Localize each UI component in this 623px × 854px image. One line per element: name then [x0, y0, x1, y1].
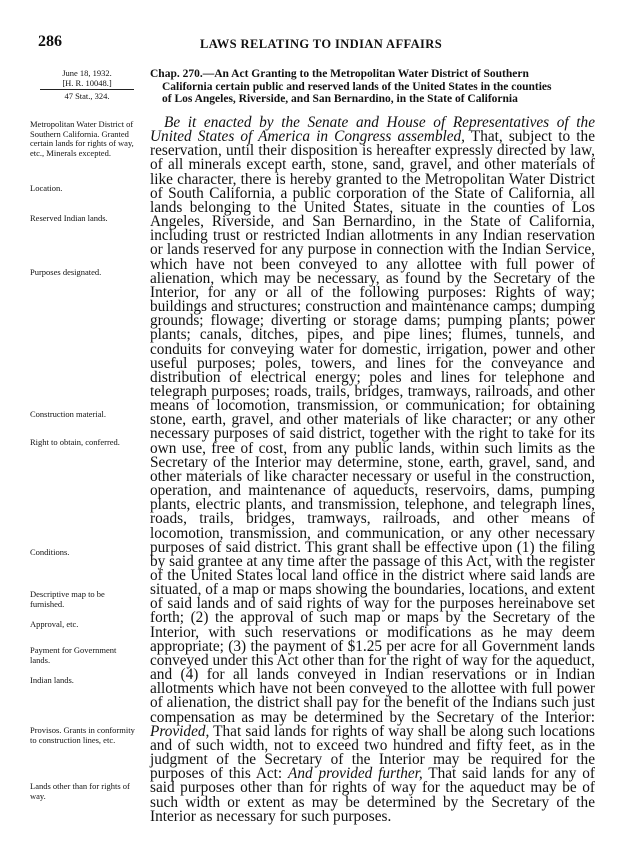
margin-note-grant: Metropolitan Water District of Southern California. Granted certain lands for rights of way, etc., Minerals excepted. — [30, 119, 134, 158]
chapter-title-line: of Los Angeles, Riverside, and San Bernardino, in the State of California — [162, 93, 518, 106]
margin-note-right-to-obtain: Right to obtain, conferred. — [30, 437, 120, 447]
chapter-title-line: California certain public and reserved lands of the United States in the counties — [162, 80, 552, 93]
citation-block — [32, 68, 142, 101]
margin-note-reserved-lands: Reserved Indian lands. — [30, 213, 108, 223]
act-text: That said lands for any of said purposes other than for rights of way for the aqueduct may be of such width or extent as may be determined by the Secretary of the Interior as necessary for such purposes. — [150, 765, 596, 825]
citation-rule — [40, 89, 134, 90]
act-text: That said lands for rights of way shall be along such locations and of such width, not to exceed two hundred and fifty feet, as in the judgment of the Secretary of the Interior may be required for the purposes of this Act: — [150, 722, 595, 783]
citation-date: June 18, 1932. — [62, 68, 112, 78]
margin-note-conditions: Conditions. — [30, 547, 70, 557]
margin-note-location: Location. — [30, 183, 63, 193]
proviso-label: Provided, — [150, 722, 210, 740]
citation-statute: 47 Stat., 324. — [64, 91, 110, 101]
margin-note-indian-lands: Indian lands. — [30, 675, 74, 685]
enacting-clause: Be it enacted by the Senate and House of Representatives of the United States of America in Congress assembled, — [150, 114, 595, 146]
margin-note-approval: Approval, etc. — [30, 619, 79, 629]
margin-note-descriptive-map: Descriptive map to be furnished. — [30, 589, 105, 609]
margin-note-payment: Payment for Government lands. — [30, 645, 117, 665]
act-text: That, subject to the reservation, until their disposition is hereafter expressly directed by law, of all minerals except earth, stone, sand, gravel, and other materials of like character, there is hereby granted to the Metropolitan Water District of South California, a public corporation of the State of California, all lands belonging to the United States, situate in the counties of Los Angeles, Riverside, and San Bernardino, in the State of California, including trust or restricted Indian allotments in any Indian reservation or lands reserved for any purpose in connection with the Indian Service, which have not been conveyed to any allottee with full power of alienation, which may be necessary, as found by the Secretary of the Interior, for any or all of the following purposes: Rights of way; buildings and structures; construction and maintenance camps; dumping grounds; flowage; diverting or storage dams; pumping plants; power plants; canals, ditches, pipes, and pipe lines; flumes, tunnels, and conduits for conveying water for domestic, irrigation, power and other useful purposes; poles, towers, and lines for the conveyance and distribution of electrical energy; poles and lines for telephone and telegraph purposes; roads, trails, bridges, tramways, railroads, and other means of locomotion, transmission, or communication; for obtaining stone, earth, gravel, and other materials of like character; or any other necessary purposes of said district, together with the right to take for its own use, free of cost, from any public lands, within such limits as the Secretary of the Interior may determine, stone, earth, gravel, sand, and other materials of like character necessary or useful in the construction, operation, and maintenance of aqueducts, reservoirs, dams, pumping plants, electric plants, and transmission, telephone, and telegraph lines, roads, trails, bridges, tramways, railroads, and other means of locomotion, transmission, and communication, or any other necessary purposes of said district. This grant shall be effective upon (1) the filing by said grantee at any time after the passage of this Act, with the register of the United States local land office in the district where said lands are situated, of a map or maps showing the boundaries, locations, and extent of said lands and of said rights of way for the purposes hereinabove set forth; (2) the approval of such map or maps by the Secretary of the Interior, with such reservations or modifications as he may deem appropriate; (3) the payment of $1.25 per acre for all Government lands conveyed under this Act other than for the right of way for the aqueduct, and (4) for all lands conveyed in Indian reservations or in Indian allotments which have not been conveyed to the allottee with full power of alienation, the district shall pay for the benefit of the Indians such just compensation as may be determined by the Secretary of the Interior: — [150, 128, 595, 726]
margin-note-other-lands: Lands other than for rights of way. — [30, 781, 130, 801]
chapter-title-line: Chap. 270.—An Act Granting to the Metropolitan Water District of Southern — [150, 68, 529, 80]
act-paragraph — [150, 116, 595, 824]
act-body — [150, 116, 595, 824]
margin-note-construction-material: Construction material. — [30, 409, 107, 419]
margin-note-purposes: Purposes designated. — [30, 267, 102, 277]
citation-bill: [H. R. 10048.] — [62, 78, 112, 88]
page-number: 286 — [38, 33, 62, 50]
proviso-label: And provided further, — [288, 765, 423, 783]
running-head: LAWS RELATING TO INDIAN AFFAIRS — [200, 37, 443, 51]
margin-note-provisos: Provisos. Grants in conformity to construction lines, etc. — [30, 725, 135, 745]
chapter-title — [150, 68, 595, 106]
